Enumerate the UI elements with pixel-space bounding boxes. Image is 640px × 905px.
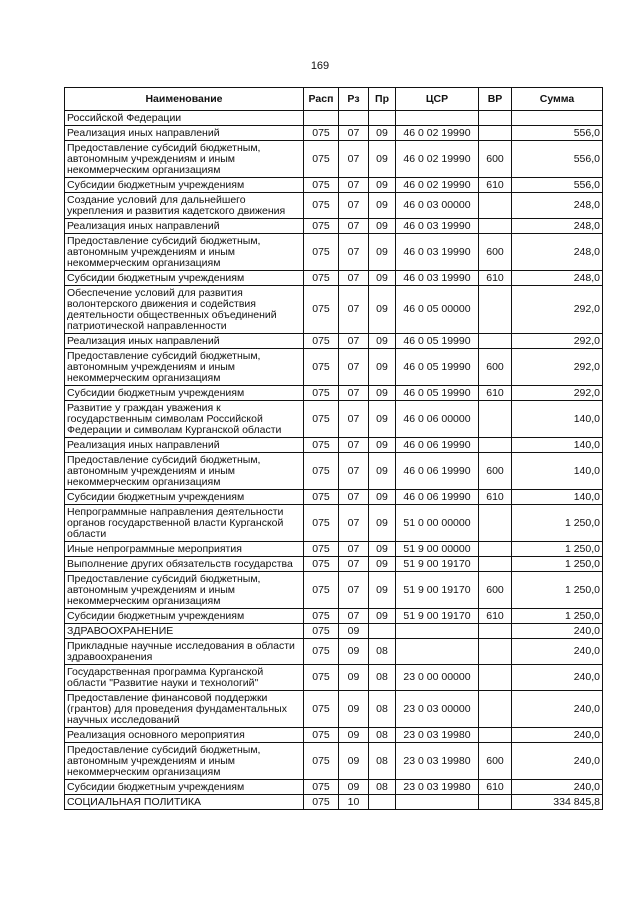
cell-rasp: 075	[304, 691, 339, 728]
cell-rz: 09	[339, 728, 369, 743]
cell-rasp: 075	[304, 743, 339, 780]
cell-sum: 292,0	[512, 286, 603, 334]
cell-csr: 46 0 03 19990	[396, 234, 479, 271]
cell-rasp: 075	[304, 141, 339, 178]
cell-sum: 140,0	[512, 490, 603, 505]
cell-rasp: 075	[304, 126, 339, 141]
cell-csr: 46 0 05 19990	[396, 334, 479, 349]
cell-csr: 46 0 02 19990	[396, 178, 479, 193]
cell-rasp: 075	[304, 271, 339, 286]
cell-rz: 07	[339, 557, 369, 572]
cell-pr: 09	[369, 126, 396, 141]
cell-pr	[369, 624, 396, 639]
cell-pr: 09	[369, 141, 396, 178]
cell-name: Предоставление субсидий бюджетным, автономным учреждениям и иным некоммерческим организациям	[65, 572, 304, 609]
cell-name: Предоставление субсидий бюджетным, автономным учреждениям и иным некоммерческим организациям	[65, 141, 304, 178]
table-row	[65, 542, 603, 557]
cell-vr: 600	[479, 349, 512, 386]
cell-rasp: 075	[304, 505, 339, 542]
cell-rz: 07	[339, 572, 369, 609]
cell-pr: 09	[369, 438, 396, 453]
cell-vr	[479, 193, 512, 219]
cell-csr: 46 0 03 19990	[396, 219, 479, 234]
cell-pr: 08	[369, 665, 396, 691]
cell-name: Субсидии бюджетным учреждениям	[65, 609, 304, 624]
cell-rz: 09	[339, 780, 369, 795]
cell-rz: 07	[339, 334, 369, 349]
cell-rasp: 075	[304, 286, 339, 334]
table-row	[65, 624, 603, 639]
cell-name: Государственная программа Курганской области "Развитие науки и технологий"	[65, 665, 304, 691]
cell-sum: 240,0	[512, 691, 603, 728]
cell-pr: 08	[369, 728, 396, 743]
cell-rz: 07	[339, 505, 369, 542]
cell-csr: 51 9 00 19170	[396, 609, 479, 624]
header-rasp: Расп	[304, 88, 339, 111]
cell-sum: 240,0	[512, 780, 603, 795]
cell-rasp	[304, 111, 339, 126]
cell-sum: 248,0	[512, 219, 603, 234]
cell-pr: 09	[369, 349, 396, 386]
cell-vr: 600	[479, 234, 512, 271]
cell-vr: 610	[479, 780, 512, 795]
table-row	[65, 728, 603, 743]
table-row	[65, 386, 603, 401]
cell-rz: 09	[339, 624, 369, 639]
cell-vr: 610	[479, 178, 512, 193]
table-row	[65, 557, 603, 572]
cell-name: Субсидии бюджетным учреждениям	[65, 780, 304, 795]
table-row	[65, 334, 603, 349]
cell-name: Непрограммные направления деятельности органов государственной власти Курганской области	[65, 505, 304, 542]
table-row	[65, 219, 603, 234]
header-vr: ВР	[479, 88, 512, 111]
cell-vr: 610	[479, 386, 512, 401]
cell-pr: 09	[369, 557, 396, 572]
cell-sum: 240,0	[512, 639, 603, 665]
table-row	[65, 743, 603, 780]
cell-sum: 292,0	[512, 386, 603, 401]
cell-csr: 46 0 03 00000	[396, 193, 479, 219]
cell-sum: 240,0	[512, 624, 603, 639]
table-row	[65, 141, 603, 178]
table-row	[65, 505, 603, 542]
cell-rasp: 075	[304, 219, 339, 234]
cell-pr: 08	[369, 743, 396, 780]
cell-csr: 23 0 00 00000	[396, 665, 479, 691]
cell-pr: 09	[369, 386, 396, 401]
cell-name: Реализация иных направлений	[65, 438, 304, 453]
cell-pr: 09	[369, 234, 396, 271]
cell-rasp: 075	[304, 178, 339, 193]
table-header-row	[65, 88, 603, 111]
cell-vr	[479, 557, 512, 572]
page-number: 169	[310, 60, 330, 72]
table-row	[65, 401, 603, 438]
cell-sum: 1 250,0	[512, 557, 603, 572]
cell-pr: 09	[369, 178, 396, 193]
cell-pr: 09	[369, 490, 396, 505]
cell-name: Создание условий для дальнейшего укрепления и развития кадетского движения	[65, 193, 304, 219]
cell-rz: 07	[339, 178, 369, 193]
cell-rasp: 075	[304, 609, 339, 624]
cell-rasp: 075	[304, 401, 339, 438]
cell-pr: 09	[369, 286, 396, 334]
cell-csr	[396, 624, 479, 639]
cell-name: Развитие у граждан уважения к государственным символам Российской Федерации и символам Курганской области	[65, 401, 304, 438]
cell-vr: 610	[479, 271, 512, 286]
header-rz: Рз	[339, 88, 369, 111]
table-row	[65, 438, 603, 453]
cell-name: Предоставление субсидий бюджетным, автономным учреждениям и иным некоммерческим организациям	[65, 349, 304, 386]
cell-sum: 292,0	[512, 334, 603, 349]
cell-csr: 46 0 03 19990	[396, 271, 479, 286]
cell-rz: 07	[339, 542, 369, 557]
cell-sum: 556,0	[512, 141, 603, 178]
table-row	[65, 780, 603, 795]
cell-sum: 240,0	[512, 728, 603, 743]
table-row	[65, 453, 603, 490]
cell-vr	[479, 665, 512, 691]
cell-sum: 556,0	[512, 178, 603, 193]
cell-vr	[479, 401, 512, 438]
table-row	[65, 609, 603, 624]
cell-csr: 46 0 06 19990	[396, 453, 479, 490]
cell-pr	[369, 795, 396, 810]
cell-rasp: 075	[304, 349, 339, 386]
cell-rz: 07	[339, 609, 369, 624]
cell-vr: 610	[479, 609, 512, 624]
cell-sum: 1 250,0	[512, 572, 603, 609]
cell-rz: 07	[339, 286, 369, 334]
cell-name: Предоставление финансовой поддержки (грантов) для проведения фундаментальных научных исследований	[65, 691, 304, 728]
cell-rz: 07	[339, 386, 369, 401]
cell-sum: 140,0	[512, 401, 603, 438]
cell-pr: 09	[369, 271, 396, 286]
cell-name: Реализация иных направлений	[65, 219, 304, 234]
cell-pr: 09	[369, 401, 396, 438]
cell-rasp: 075	[304, 453, 339, 490]
cell-name: Предоставление субсидий бюджетным, автономным учреждениям и иным некоммерческим организациям	[65, 234, 304, 271]
cell-rz: 07	[339, 126, 369, 141]
cell-name: Реализация основного мероприятия	[65, 728, 304, 743]
cell-rz: 09	[339, 639, 369, 665]
cell-csr: 46 0 06 19990	[396, 490, 479, 505]
cell-sum: 140,0	[512, 438, 603, 453]
cell-pr: 08	[369, 639, 396, 665]
cell-rasp: 075	[304, 334, 339, 349]
cell-rz: 09	[339, 691, 369, 728]
cell-sum: 334 845,8	[512, 795, 603, 810]
cell-sum: 240,0	[512, 743, 603, 780]
cell-csr: 51 9 00 00000	[396, 542, 479, 557]
cell-pr: 09	[369, 505, 396, 542]
cell-name: Реализация иных направлений	[65, 334, 304, 349]
cell-rasp: 075	[304, 557, 339, 572]
cell-sum: 248,0	[512, 234, 603, 271]
cell-csr: 46 0 06 19990	[396, 438, 479, 453]
cell-rasp: 075	[304, 639, 339, 665]
cell-rasp: 075	[304, 490, 339, 505]
table-row	[65, 126, 603, 141]
table-row	[65, 178, 603, 193]
cell-rz: 10	[339, 795, 369, 810]
cell-rasp: 075	[304, 780, 339, 795]
cell-name: СОЦИАЛЬНАЯ ПОЛИТИКА	[65, 795, 304, 810]
cell-sum: 248,0	[512, 193, 603, 219]
cell-rz: 07	[339, 349, 369, 386]
cell-rasp: 075	[304, 665, 339, 691]
header-sum: Сумма	[512, 88, 603, 111]
cell-name: Обеспечение условий для развития волонтерского движения и содействия деятельности общественных объединений патриотической направленности	[65, 286, 304, 334]
cell-name: Субсидии бюджетным учреждениям	[65, 490, 304, 505]
table-row	[65, 691, 603, 728]
cell-rz: 09	[339, 665, 369, 691]
cell-pr: 09	[369, 334, 396, 349]
cell-name: Субсидии бюджетным учреждениям	[65, 178, 304, 193]
cell-name: Субсидии бюджетным учреждениям	[65, 271, 304, 286]
cell-rasp: 075	[304, 572, 339, 609]
cell-pr: 09	[369, 453, 396, 490]
cell-rasp: 075	[304, 234, 339, 271]
cell-sum: 292,0	[512, 349, 603, 386]
cell-sum: 1 250,0	[512, 609, 603, 624]
cell-rz: 07	[339, 401, 369, 438]
cell-vr	[479, 286, 512, 334]
cell-csr: 46 0 02 19990	[396, 141, 479, 178]
cell-rasp: 075	[304, 795, 339, 810]
cell-rz: 07	[339, 438, 369, 453]
cell-name: Прикладные научные исследования в области здравоохранения	[65, 639, 304, 665]
cell-rasp: 075	[304, 542, 339, 557]
cell-csr: 23 0 03 19980	[396, 728, 479, 743]
table-row	[65, 234, 603, 271]
budget-table	[64, 87, 603, 810]
cell-vr	[479, 795, 512, 810]
cell-name: Субсидии бюджетным учреждениям	[65, 386, 304, 401]
cell-pr: 09	[369, 219, 396, 234]
cell-rz: 09	[339, 743, 369, 780]
table-row	[65, 271, 603, 286]
header-pr: Пр	[369, 88, 396, 111]
cell-vr	[479, 438, 512, 453]
cell-csr: 51 9 00 19170	[396, 572, 479, 609]
cell-rz	[339, 111, 369, 126]
cell-sum	[512, 111, 603, 126]
cell-name: ЗДРАВООХРАНЕНИЕ	[65, 624, 304, 639]
cell-vr	[479, 691, 512, 728]
cell-csr: 51 0 00 00000	[396, 505, 479, 542]
cell-sum: 556,0	[512, 126, 603, 141]
cell-csr: 46 0 02 19990	[396, 126, 479, 141]
table-body	[65, 111, 603, 810]
cell-name: Предоставление субсидий бюджетным, автономным учреждениям и иным некоммерческим организациям	[65, 453, 304, 490]
header-csr: ЦСР	[396, 88, 479, 111]
cell-vr	[479, 111, 512, 126]
table-row	[65, 286, 603, 334]
cell-rasp: 075	[304, 438, 339, 453]
cell-rz: 07	[339, 490, 369, 505]
cell-name: Реализация иных направлений	[65, 126, 304, 141]
cell-vr	[479, 126, 512, 141]
cell-pr: 08	[369, 691, 396, 728]
header-name: Наименование	[65, 88, 304, 111]
cell-vr	[479, 728, 512, 743]
cell-vr: 600	[479, 141, 512, 178]
cell-vr	[479, 505, 512, 542]
cell-rasp: 075	[304, 728, 339, 743]
cell-rz: 07	[339, 271, 369, 286]
cell-vr	[479, 624, 512, 639]
cell-csr: 46 0 05 00000	[396, 286, 479, 334]
cell-csr: 51 9 00 19170	[396, 557, 479, 572]
table-row	[65, 349, 603, 386]
cell-csr	[396, 111, 479, 126]
table-row	[65, 490, 603, 505]
cell-name: Иные непрограммные мероприятия	[65, 542, 304, 557]
cell-csr: 46 0 06 00000	[396, 401, 479, 438]
table-row	[65, 795, 603, 810]
cell-pr: 09	[369, 609, 396, 624]
cell-csr: 23 0 03 19980	[396, 780, 479, 795]
cell-vr	[479, 542, 512, 557]
cell-sum: 240,0	[512, 665, 603, 691]
cell-rasp: 075	[304, 624, 339, 639]
cell-rz: 07	[339, 141, 369, 178]
cell-pr	[369, 111, 396, 126]
cell-vr	[479, 219, 512, 234]
cell-csr	[396, 639, 479, 665]
cell-vr: 600	[479, 572, 512, 609]
cell-csr: 23 0 03 19980	[396, 743, 479, 780]
table-row	[65, 111, 603, 126]
cell-rasp: 075	[304, 386, 339, 401]
table-row	[65, 639, 603, 665]
table-row	[65, 193, 603, 219]
cell-csr	[396, 795, 479, 810]
cell-vr: 600	[479, 743, 512, 780]
table-row	[65, 572, 603, 609]
cell-pr: 09	[369, 542, 396, 557]
cell-pr: 09	[369, 193, 396, 219]
cell-name: Российской Федерации	[65, 111, 304, 126]
cell-csr: 23 0 03 00000	[396, 691, 479, 728]
cell-vr: 600	[479, 453, 512, 490]
cell-pr: 09	[369, 572, 396, 609]
cell-sum: 1 250,0	[512, 542, 603, 557]
cell-sum: 1 250,0	[512, 505, 603, 542]
cell-sum: 140,0	[512, 453, 603, 490]
cell-rasp: 075	[304, 193, 339, 219]
cell-vr	[479, 334, 512, 349]
cell-pr: 08	[369, 780, 396, 795]
cell-vr: 610	[479, 490, 512, 505]
cell-sum: 248,0	[512, 271, 603, 286]
cell-csr: 46 0 05 19990	[396, 386, 479, 401]
cell-rz: 07	[339, 193, 369, 219]
cell-csr: 46 0 05 19990	[396, 349, 479, 386]
cell-rz: 07	[339, 234, 369, 271]
cell-vr	[479, 639, 512, 665]
cell-name: Предоставление субсидий бюджетным, автономным учреждениям и иным некоммерческим организациям	[65, 743, 304, 780]
cell-name: Выполнение других обязательств государства	[65, 557, 304, 572]
cell-rz: 07	[339, 219, 369, 234]
cell-rz: 07	[339, 453, 369, 490]
table-row	[65, 665, 603, 691]
